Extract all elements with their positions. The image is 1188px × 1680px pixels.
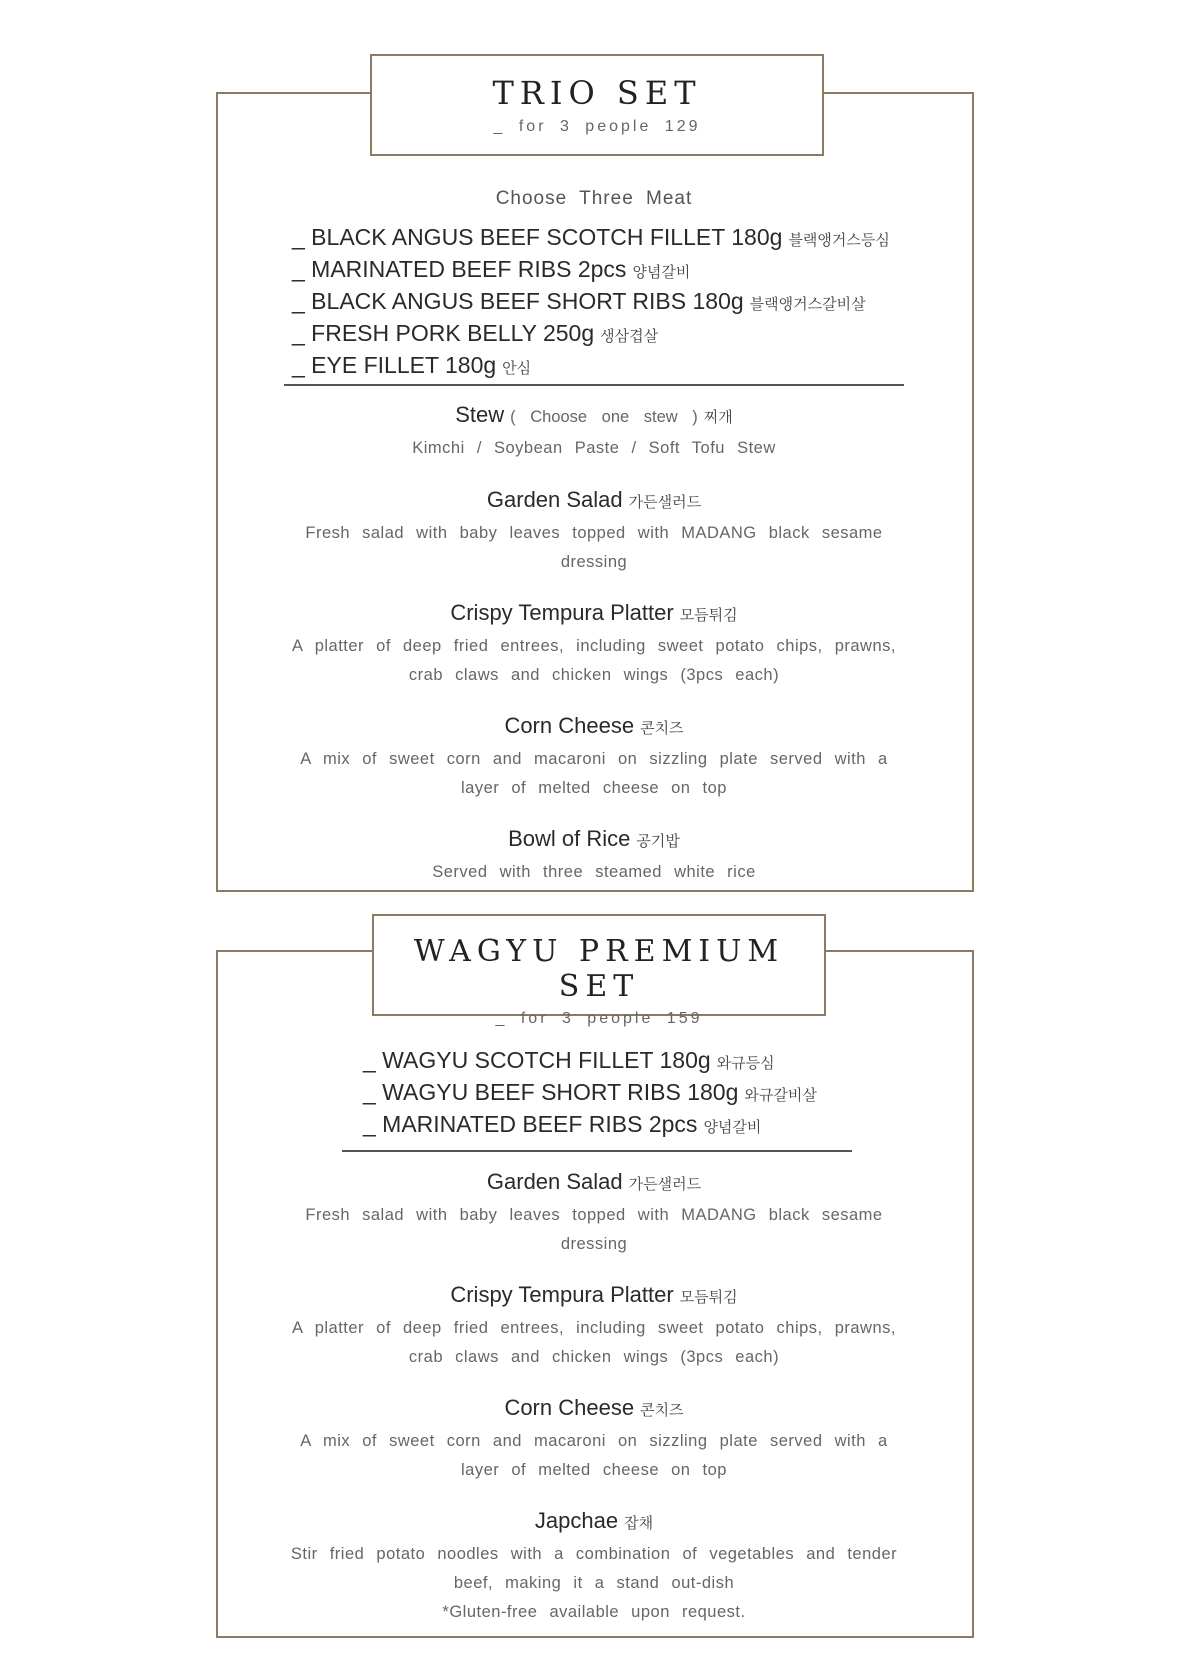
stew-section: [0, 401, 1188, 463]
meat-name: _ MARINATED BEEF RIBS 2pcs: [363, 1111, 698, 1137]
dish-heading: [0, 712, 1188, 743]
dish-korean: 콘치즈: [640, 720, 684, 737]
dish-description: A mix of sweet corn and macaroni on sizzling plate served with a layer of melted cheese on top: [300, 750, 888, 797]
dish-description: Served with three steamed white rice: [432, 863, 756, 881]
wagyu-meat-list: [363, 1046, 817, 1142]
meat-korean: 와규갈비살: [744, 1087, 817, 1104]
meat-name: _ BLACK ANGUS BEEF SHORT RIBS 180g: [292, 288, 744, 314]
dish-heading: [0, 1394, 1188, 1425]
dish-name: Garden Salad: [486, 487, 623, 512]
dish-description: A platter of deep fried entrees, including sweet potato chips, prawns, crab claws and chicken wings (3pcs each): [292, 637, 896, 684]
menu-dish: [0, 1394, 1188, 1485]
meat-item: [292, 287, 890, 319]
trio-set-title-box: [370, 54, 824, 156]
meat-item: [292, 319, 890, 351]
dish-name: Corn Cheese: [504, 713, 635, 738]
dish-heading: [0, 1507, 1188, 1538]
menu-dish: [0, 599, 1188, 690]
stew-options: Kimchi / Soybean Paste / Soft Tofu Stew: [412, 439, 776, 457]
dish-description: A mix of sweet corn and macaroni on sizzling plate served with a layer of melted cheese on top: [300, 1432, 888, 1479]
dish-korean: 찌개: [703, 409, 733, 426]
meat-korean: 생삼겹살: [600, 328, 659, 345]
dish-description: Fresh salad with baby leaves topped with MADANG black sesame dressing: [305, 524, 883, 571]
stew-note: ( Choose one stew ): [510, 408, 698, 426]
dish-name: Stew: [455, 402, 505, 427]
meat-item: [292, 255, 890, 287]
dish-heading: [0, 1168, 1188, 1199]
meat-name: _ WAGYU BEEF SHORT RIBS 180g: [363, 1079, 739, 1105]
meat-korean: 양념갈비: [703, 1119, 762, 1136]
trio-meat-list: [292, 223, 890, 383]
trio-set-title: TRIO SET: [492, 74, 702, 112]
wagyu-set-title-box: [372, 914, 826, 1027]
meat-item: [363, 1078, 817, 1110]
dish-name: Garden Salad: [486, 1169, 623, 1194]
dish-korean: 가든샐러드: [628, 1176, 702, 1193]
dish-korean: 모듬튀김: [679, 1289, 738, 1306]
dish-korean: 잡채: [624, 1515, 654, 1532]
dish-name: Crispy Tempura Platter: [450, 600, 674, 625]
dish-korean: 콘치즈: [640, 1402, 684, 1419]
meat-korean: 와규등심: [716, 1055, 775, 1072]
stew-heading: [0, 401, 1188, 432]
meat-name: _ WAGYU SCOTCH FILLET 180g: [363, 1047, 711, 1073]
meat-name: _ MARINATED BEEF RIBS 2pcs: [292, 256, 627, 282]
dish-korean: 공기밥: [636, 833, 680, 850]
dish-description: Fresh salad with baby leaves topped with MADANG black sesame dressing: [305, 1206, 883, 1253]
menu-dish: [0, 1281, 1188, 1372]
menu-dish: [0, 825, 1188, 887]
menu-dish: [0, 712, 1188, 803]
trio-set-subtitle: _ for 3 people 129: [493, 118, 701, 135]
meat-korean: 양념갈비: [632, 264, 691, 281]
meat-name: _ FRESH PORK BELLY 250g: [292, 320, 595, 346]
dish-heading: [0, 486, 1188, 517]
meat-korean: 안심: [502, 360, 532, 377]
gluten-free-note: *Gluten-free available upon request.: [442, 1603, 746, 1621]
meat-name: _ BLACK ANGUS BEEF SCOTCH FILLET 180g: [292, 224, 783, 250]
dish-korean: 모듬튀김: [679, 607, 738, 624]
dish-name: Crispy Tempura Platter: [450, 1282, 674, 1307]
meat-item: [292, 223, 890, 255]
dish-heading: [0, 599, 1188, 630]
dish-name: Corn Cheese: [504, 1395, 635, 1420]
dish-korean: 가든샐러드: [628, 494, 702, 511]
dish-description: A platter of deep fried entrees, including sweet potato chips, prawns, crab claws and chicken wings (3pcs each): [292, 1319, 896, 1366]
meat-item: [363, 1110, 817, 1142]
menu-dish: [0, 486, 1188, 577]
dish-name: Japchae: [534, 1508, 619, 1533]
wagyu-set-subtitle: _ for 3 people 159: [495, 1010, 703, 1027]
meat-name: _ EYE FILLET 180g: [292, 352, 497, 378]
choose-meat-label: Choose Three Meat: [495, 188, 693, 209]
dish-heading: [0, 825, 1188, 856]
dish-heading: [0, 1281, 1188, 1312]
meat-item: [292, 351, 890, 383]
dish-name: Bowl of Rice: [508, 826, 631, 851]
menu-dish: [0, 1507, 1188, 1627]
meat-item: [363, 1046, 817, 1078]
wagyu-set-title: WAGYU PREMIUM SET: [413, 934, 785, 1004]
meat-korean: 블랙앵거스등심: [788, 232, 890, 249]
trio-divider: [284, 384, 904, 386]
dish-description: Stir fried potato noodles with a combination of vegetables and tender beef, making it a stand out-dish: [290, 1545, 898, 1592]
menu-dish: [0, 1168, 1188, 1259]
wagyu-divider: [342, 1150, 852, 1152]
meat-korean: 블랙앵거스갈비살: [749, 296, 866, 313]
